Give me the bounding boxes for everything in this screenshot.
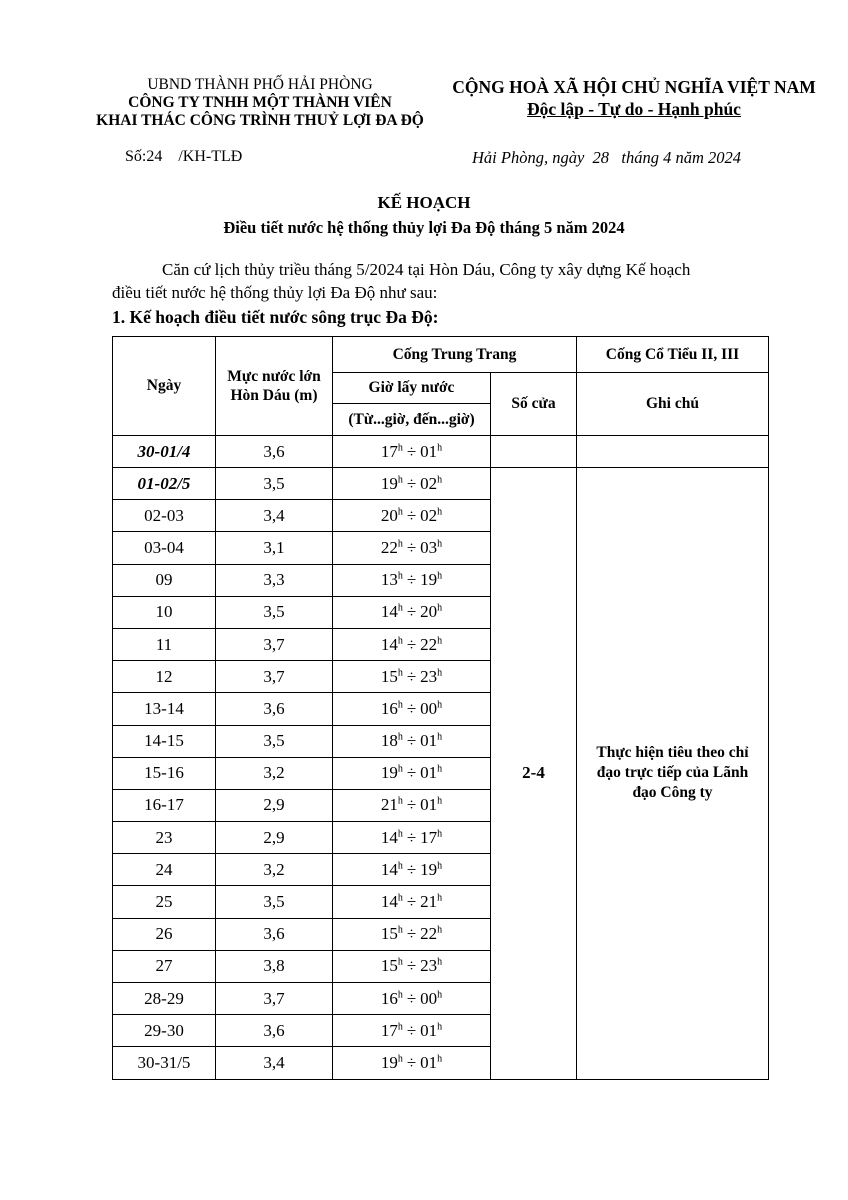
- cell-day: 03-04: [113, 532, 216, 564]
- cell-intake-time: [333, 854, 491, 886]
- cell-water-level: 3,2: [216, 854, 333, 886]
- time-from: 19: [380, 763, 398, 783]
- time-from: 16: [380, 988, 398, 1008]
- cell-day: 02-03: [113, 500, 216, 532]
- hour-mark: h: [397, 441, 403, 453]
- time-separator: ÷: [406, 505, 417, 525]
- hour-mark: h: [397, 667, 403, 679]
- cell-water-level: 3,5: [216, 725, 333, 757]
- time-to: 23: [420, 956, 438, 976]
- hour-mark: h: [397, 506, 403, 518]
- time-separator: ÷: [406, 795, 417, 815]
- time-from: 14: [380, 634, 398, 654]
- note-value: Thực hiện tiêu theo chỉ đạo trực tiếp của Lãnh đạo Công ty: [577, 468, 769, 1080]
- cell-intake-time: [333, 436, 491, 468]
- time-from: 19: [380, 1052, 398, 1072]
- time-from: 22: [380, 537, 398, 557]
- cell-day: 16-17: [113, 789, 216, 821]
- time-from: 14: [380, 892, 398, 912]
- time-from: 14: [380, 602, 398, 622]
- hour-mark: h: [437, 441, 443, 453]
- time-to: 00: [420, 988, 438, 1008]
- cell-day: 11: [113, 628, 216, 660]
- hour-mark: h: [437, 473, 443, 485]
- header-water-level: Mực nước lớn Hòn Dáu (m): [216, 337, 333, 436]
- cell-water-level: 3,6: [216, 436, 333, 468]
- cell-day: 13-14: [113, 693, 216, 725]
- time-to: 01: [420, 763, 438, 783]
- time-separator: ÷: [406, 1052, 417, 1072]
- hour-mark: h: [397, 956, 403, 968]
- time-separator: ÷: [406, 570, 417, 590]
- header-gate-count: Số cửa: [491, 373, 577, 436]
- cell-intake-time: [333, 500, 491, 532]
- cell-day: 29-30: [113, 1015, 216, 1047]
- time-from: 14: [380, 859, 398, 879]
- cell-intake-time: [333, 822, 491, 854]
- time-separator: ÷: [406, 441, 417, 461]
- table-row: [113, 468, 769, 500]
- cell-day: 30-31/5: [113, 1047, 216, 1079]
- time-to: 19: [420, 570, 438, 590]
- cell-day: 27: [113, 950, 216, 982]
- cell-day: 30-01/4: [113, 436, 216, 468]
- cell-day: 14-15: [113, 725, 216, 757]
- hour-mark: h: [397, 988, 403, 1000]
- country-motto: Độc lập - Tự do - Hạnh phúc: [527, 99, 741, 119]
- cell-day: 24: [113, 854, 216, 886]
- hour-mark: h: [437, 506, 443, 518]
- cell-water-level: 3,5: [216, 886, 333, 918]
- cell-intake-time: [333, 532, 491, 564]
- org-line-3: KHAI THÁC CÔNG TRÌNH THUỶ LỢI ĐA ĐỘ: [96, 112, 424, 129]
- time-from: 20: [380, 505, 398, 525]
- hour-mark: h: [397, 924, 403, 936]
- hour-mark: h: [397, 795, 403, 807]
- time-separator: ÷: [406, 698, 417, 718]
- cell-water-level: 3,6: [216, 918, 333, 950]
- intro-paragraph: [112, 258, 772, 304]
- time-separator: ÷: [406, 634, 417, 654]
- hour-mark: h: [437, 634, 443, 646]
- cell-water-level: 3,6: [216, 1015, 333, 1047]
- cell-intake-time: [333, 918, 491, 950]
- cell-water-level: 3,3: [216, 564, 333, 596]
- header-intake-time-sub: (Từ...giờ, đến...giờ): [333, 404, 491, 436]
- cell-water-level: 2,9: [216, 822, 333, 854]
- time-separator: ÷: [406, 763, 417, 783]
- time-to: 22: [420, 634, 438, 654]
- time-from: 14: [380, 827, 398, 847]
- cell-water-level: 3,5: [216, 596, 333, 628]
- time-separator: ÷: [406, 827, 417, 847]
- document-date: Hải Phòng, ngày 28 tháng 4 năm 2024: [472, 148, 742, 167]
- hour-mark: h: [437, 892, 443, 904]
- time-to: 01: [420, 1020, 438, 1040]
- time-from: 13: [380, 570, 398, 590]
- hour-mark: h: [437, 538, 443, 550]
- hour-mark: h: [437, 988, 443, 1000]
- hour-mark: h: [397, 763, 403, 775]
- header-note: Ghi chú: [577, 373, 769, 436]
- cell-day: 25: [113, 886, 216, 918]
- org-line-2: CÔNG TY TNHH MỘT THÀNH VIÊN: [128, 94, 392, 111]
- cell-water-level: 3,1: [216, 532, 333, 564]
- hour-mark: h: [437, 956, 443, 968]
- cell-intake-time: [333, 596, 491, 628]
- hour-mark: h: [437, 731, 443, 743]
- cell-intake-time: [333, 757, 491, 789]
- hour-mark: h: [397, 860, 403, 872]
- cell-day: 23: [113, 822, 216, 854]
- intro-line-1: Căn cứ lịch thủy triều tháng 5/2024 tại Hòn Dáu, Công ty xây dựng Kế hoạch: [162, 260, 691, 279]
- org-line-1: UBND THÀNH PHỐ HẢI PHÒNG: [147, 76, 373, 93]
- cell-water-level: 3,7: [216, 661, 333, 693]
- hour-mark: h: [397, 538, 403, 550]
- cell-water-level: 2,9: [216, 789, 333, 821]
- time-separator: ÷: [406, 731, 417, 751]
- time-to: 01: [420, 1052, 438, 1072]
- cell-day: 09: [113, 564, 216, 596]
- hour-mark: h: [437, 570, 443, 582]
- hour-mark: h: [397, 570, 403, 582]
- cell-intake-time: [333, 628, 491, 660]
- time-separator: ÷: [406, 956, 417, 976]
- time-to: 00: [420, 698, 438, 718]
- time-from: 16: [380, 698, 398, 718]
- cell-day: 12: [113, 661, 216, 693]
- cell-water-level: 3,5: [216, 468, 333, 500]
- gate-count-value: 2-4: [491, 468, 577, 1080]
- hour-mark: h: [397, 828, 403, 839]
- cell-intake-time: [333, 950, 491, 982]
- hour-mark: h: [437, 860, 443, 872]
- hour-mark: h: [437, 763, 443, 775]
- time-from: 15: [380, 956, 398, 976]
- time-to: 03: [420, 537, 438, 557]
- country-name: CỘNG HOÀ XÃ HỘI CHỦ NGHĨA VIỆT NAM: [452, 77, 816, 97]
- document-title: KẾ HOẠCH: [377, 193, 471, 212]
- hour-mark: h: [437, 1053, 443, 1065]
- cell-day: 01-02/5: [113, 468, 216, 500]
- organization-header: [60, 76, 460, 130]
- hour-mark: h: [397, 731, 403, 743]
- cell-gate-count: [491, 436, 577, 468]
- time-from: 17: [380, 441, 398, 461]
- hour-mark: h: [437, 924, 443, 936]
- time-to: 22: [420, 924, 438, 944]
- cell-intake-time: [333, 983, 491, 1015]
- hour-mark: h: [397, 892, 403, 904]
- header-trung-trang-gate: Cống Trung Trang: [333, 337, 577, 373]
- cell-intake-time: [333, 661, 491, 693]
- hour-mark: h: [397, 602, 403, 614]
- cell-day: 28-29: [113, 983, 216, 1015]
- document-subtitle: Điều tiết nước hệ thống thủy lợi Đa Độ tháng 5 năm 2024: [223, 218, 625, 237]
- hour-mark: h: [437, 795, 443, 807]
- time-separator: ÷: [406, 892, 417, 912]
- cell-intake-time: [333, 1015, 491, 1047]
- document-number: Số:24 /KH-TLĐ: [125, 148, 243, 165]
- hour-mark: h: [397, 1053, 403, 1065]
- hour-mark: h: [397, 473, 403, 485]
- hour-mark: h: [437, 602, 443, 614]
- hour-mark: h: [437, 699, 443, 711]
- cell-water-level: 3,4: [216, 500, 333, 532]
- hour-mark: h: [397, 634, 403, 646]
- time-to: 02: [420, 473, 438, 493]
- time-to: 20: [420, 602, 438, 622]
- time-from: 17: [380, 1020, 398, 1040]
- time-separator: ÷: [406, 473, 417, 493]
- time-to: 01: [420, 441, 438, 461]
- time-separator: ÷: [406, 988, 417, 1008]
- time-from: 18: [380, 731, 398, 751]
- hour-mark: h: [437, 1021, 443, 1033]
- cell-water-level: 3,2: [216, 757, 333, 789]
- cell-water-level: 3,4: [216, 1047, 333, 1079]
- cell-day: 10: [113, 596, 216, 628]
- header-co-tieu-gate: Cống Cổ Tiểu II, III: [577, 337, 769, 373]
- time-separator: ÷: [406, 602, 417, 622]
- water-regulation-table: [112, 336, 769, 1080]
- time-to: 17: [420, 827, 438, 847]
- time-to: 21: [420, 892, 438, 912]
- hour-mark: h: [397, 1021, 403, 1033]
- intro-line-2: điều tiết nước hệ thống thủy lợi Đa Độ như sau:: [112, 283, 438, 302]
- cell-intake-time: [333, 725, 491, 757]
- country-header: [440, 76, 828, 120]
- time-to: 23: [420, 666, 438, 686]
- time-from: 19: [380, 473, 398, 493]
- time-separator: ÷: [406, 859, 417, 879]
- cell-day: 26: [113, 918, 216, 950]
- section-heading: 1. Kế hoạch điều tiết nước sông trục Đa Độ:: [112, 307, 439, 327]
- time-separator: ÷: [406, 666, 417, 686]
- time-from: 21: [380, 795, 398, 815]
- cell-intake-time: [333, 468, 491, 500]
- time-to: 19: [420, 859, 438, 879]
- hour-mark: h: [437, 667, 443, 679]
- cell-day: 15-16: [113, 757, 216, 789]
- cell-intake-time: [333, 886, 491, 918]
- time-to: 01: [420, 795, 438, 815]
- table-row: [113, 436, 769, 468]
- hour-mark: h: [397, 699, 403, 711]
- time-separator: ÷: [406, 537, 417, 557]
- time-from: 15: [380, 924, 398, 944]
- header-intake-time: Giờ lấy nước: [333, 373, 491, 404]
- time-separator: ÷: [406, 1020, 417, 1040]
- cell-intake-time: [333, 789, 491, 821]
- cell-water-level: 3,6: [216, 693, 333, 725]
- cell-water-level: 3,7: [216, 628, 333, 660]
- cell-water-level: 3,7: [216, 983, 333, 1015]
- time-to: 01: [420, 731, 438, 751]
- time-separator: ÷: [406, 924, 417, 944]
- cell-note: [577, 436, 769, 468]
- header-day: Ngày: [113, 337, 216, 436]
- cell-intake-time: [333, 693, 491, 725]
- cell-intake-time: [333, 1047, 491, 1079]
- time-from: 15: [380, 666, 398, 686]
- cell-water-level: 3,8: [216, 950, 333, 982]
- cell-intake-time: [333, 564, 491, 596]
- hour-mark: h: [437, 828, 443, 839]
- time-to: 02: [420, 505, 438, 525]
